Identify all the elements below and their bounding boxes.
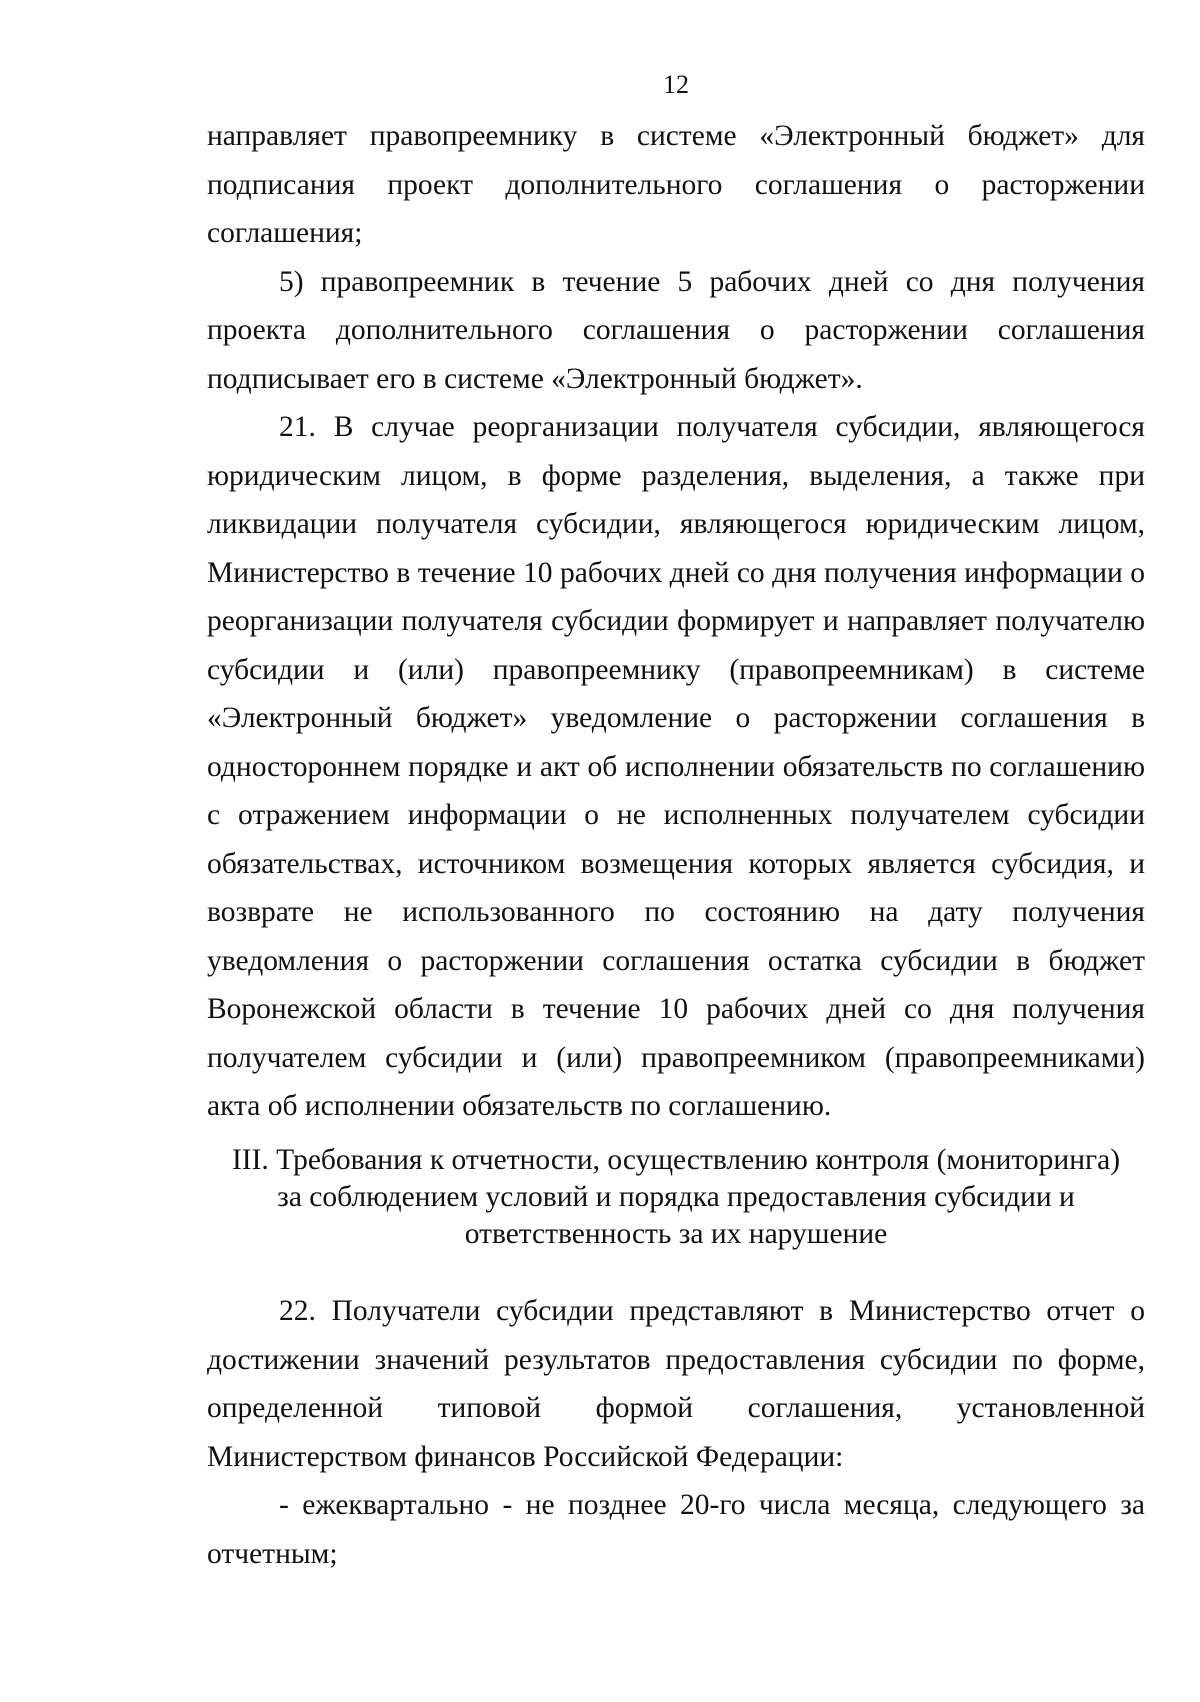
body-text-bottom — [207, 1287, 1145, 1578]
paragraph-22: 22. Получатели субсидии представляют в Министерство отчет о достижении значений результатов предоставления субсидии по форме, определенной типовой формой соглашения, установленной Министерством финансов Российской Федерации: — [207, 1295, 1145, 1473]
paragraph-quarterly: - ежеквартально - не позднее 20-го числа месяца, следующего за отчетным; — [207, 1489, 1145, 1570]
body-text-top — [207, 112, 1145, 1131]
paragraph-21: 21. В случае реорганизации получателя субсидии, являющегося юридическим лицом, в форме разделения, выделения, а также при ликвидации получателя субсидии, являющегося юридическим лицом, Министерство в течение 10 рабочих дней со дня получения информации о реорганизации получателя субсидии формирует и направляет получателю субсидии и (или) правопреемнику (правопреемникам) в системе «Электронный бюджет» уведомление о расторжении соглашения в одностороннем порядке и акт об исполнении обязательств по соглашению с отражением информации о не исполненных получателем субсидии обязательствах, источником возмещения которых является субсидия, и возврате не использованного по состоянию на дату получения уведомления о расторжении соглашения остатка субсидии в бюджет Воронежской области в течение 10 рабочих дней со дня получения получателем субсидии и (или) правопреемником (правопреемниками) акта об исполнении обязательств по соглашению. — [207, 411, 1145, 1122]
section-heading — [207, 1142, 1145, 1253]
paragraph-continuation: направляет правопреемнику в системе «Электронный бюджет» для подписания проект дополнительного соглашения о расторжении соглашения; — [207, 120, 1145, 249]
page-number: 12 — [663, 70, 689, 99]
section-heading-line-1: III. Требования к отчетности, осуществлению контроля (мониторинга) — [231, 1144, 1121, 1176]
paragraph-item-5: 5) правопреемник в течение 5 рабочих дней со дня получения проекта дополнительного соглашения о расторжении соглашения подписывает его в системе «Электронный бюджет». — [207, 265, 1145, 395]
section-heading-line-3: ответственность за их нарушение — [464, 1218, 888, 1250]
section-heading-line-2: за соблюдением условий и порядка предоставления субсидии и — [277, 1181, 1075, 1213]
